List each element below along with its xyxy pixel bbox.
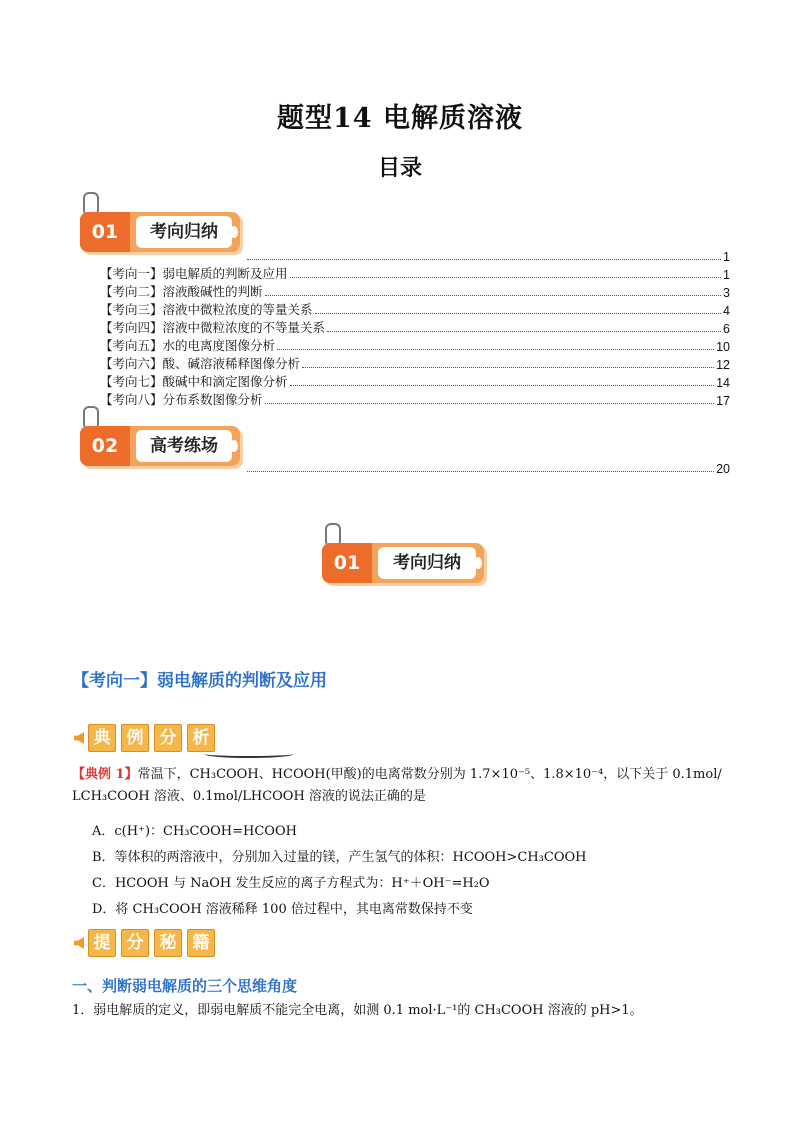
speaker-icon [74, 732, 84, 744]
banner-number: 02 [80, 426, 130, 466]
toc-heading: 目录 [377, 155, 422, 181]
toc-entry[interactable]: 【考向四】溶液中微粒浓度的不等量关系 6 [100, 321, 730, 336]
banner-number: 01 [80, 212, 130, 252]
point-1: 1．弱电解质的定义，即弱电解质不能完全电离，如测 0.1 mol·L⁻¹的 CH₃COOH 溶液的 pH>1。 [72, 1003, 643, 1018]
subheading: 一、判断弱电解质的三个思维角度 [72, 977, 298, 995]
banner-label: 考向归纳 [378, 547, 476, 579]
speaker-icon [74, 937, 84, 949]
toc-entry[interactable]: 20 [245, 458, 730, 476]
banner-label: 高考练场 [136, 430, 232, 462]
score-tips-tag: 提 分 秘 籍 [74, 926, 220, 960]
banner-gaokao-lianchang [80, 420, 240, 466]
toc-entry[interactable]: 【考向二】溶液酸碱性的判断 3 [100, 285, 730, 300]
example-label: 【典例 1】 [72, 767, 138, 782]
toc-entry[interactable]: 【考向五】水的电离度图像分析 10 [100, 339, 730, 354]
toc-entry[interactable]: 【考向一】弱电解质的判断及应用 1 [100, 267, 730, 282]
example-analysis-tag: 典 例 分 析 [74, 721, 220, 755]
toc-entry[interactable]: 【考向七】酸碱中和滴定图像分析 14 [100, 375, 730, 390]
section-heading: 【考向一】弱电解质的判断及应用 [72, 671, 327, 691]
toc-entry[interactable]: 【考向六】酸、碱溶液稀释图像分析 12 [100, 357, 730, 372]
toc-entry[interactable]: 1 [245, 246, 730, 264]
example-question: 【典例 1】常温下，CH₃COOH、HCOOH(甲酸)的电离常数分别为 1.7×10⁻⁵、1.8×10⁻⁴，以下关于 0.1mol/ LCH₃COOH 溶液、0.1mol/LHCOOH 溶液的说法正确的是 [72, 767, 722, 804]
option-d[interactable]: D．将 CH₃COOH 溶液稀释 100 倍过程中，其电离常数保持不变 [92, 902, 473, 917]
banner-number: 01 [322, 543, 372, 583]
banner-label: 考向归纳 [136, 216, 232, 248]
banner-kaoxiang-guina [80, 206, 240, 252]
option-b[interactable]: B．等体积的两溶液中，分别加入过量的镁，产生氢气的体积：HCOOH>CH₃COOH [92, 850, 587, 865]
option-c[interactable]: C．HCOOH 与 NaOH 发生反应的离子方程式为：H⁺＋OH⁻=H₂O [92, 876, 490, 891]
document-title: 题型14 电解质溶液 [277, 103, 523, 134]
toc-entry[interactable]: 【考向八】分布系数图像分析 17 [100, 393, 730, 408]
toc-entry[interactable]: 【考向三】溶液中微粒浓度的等量关系 4 [100, 303, 730, 318]
banner-kaoxiang-guina-section [322, 537, 484, 583]
option-a[interactable]: A．c(H⁺)：CH₃COOH=HCOOH [92, 824, 297, 839]
